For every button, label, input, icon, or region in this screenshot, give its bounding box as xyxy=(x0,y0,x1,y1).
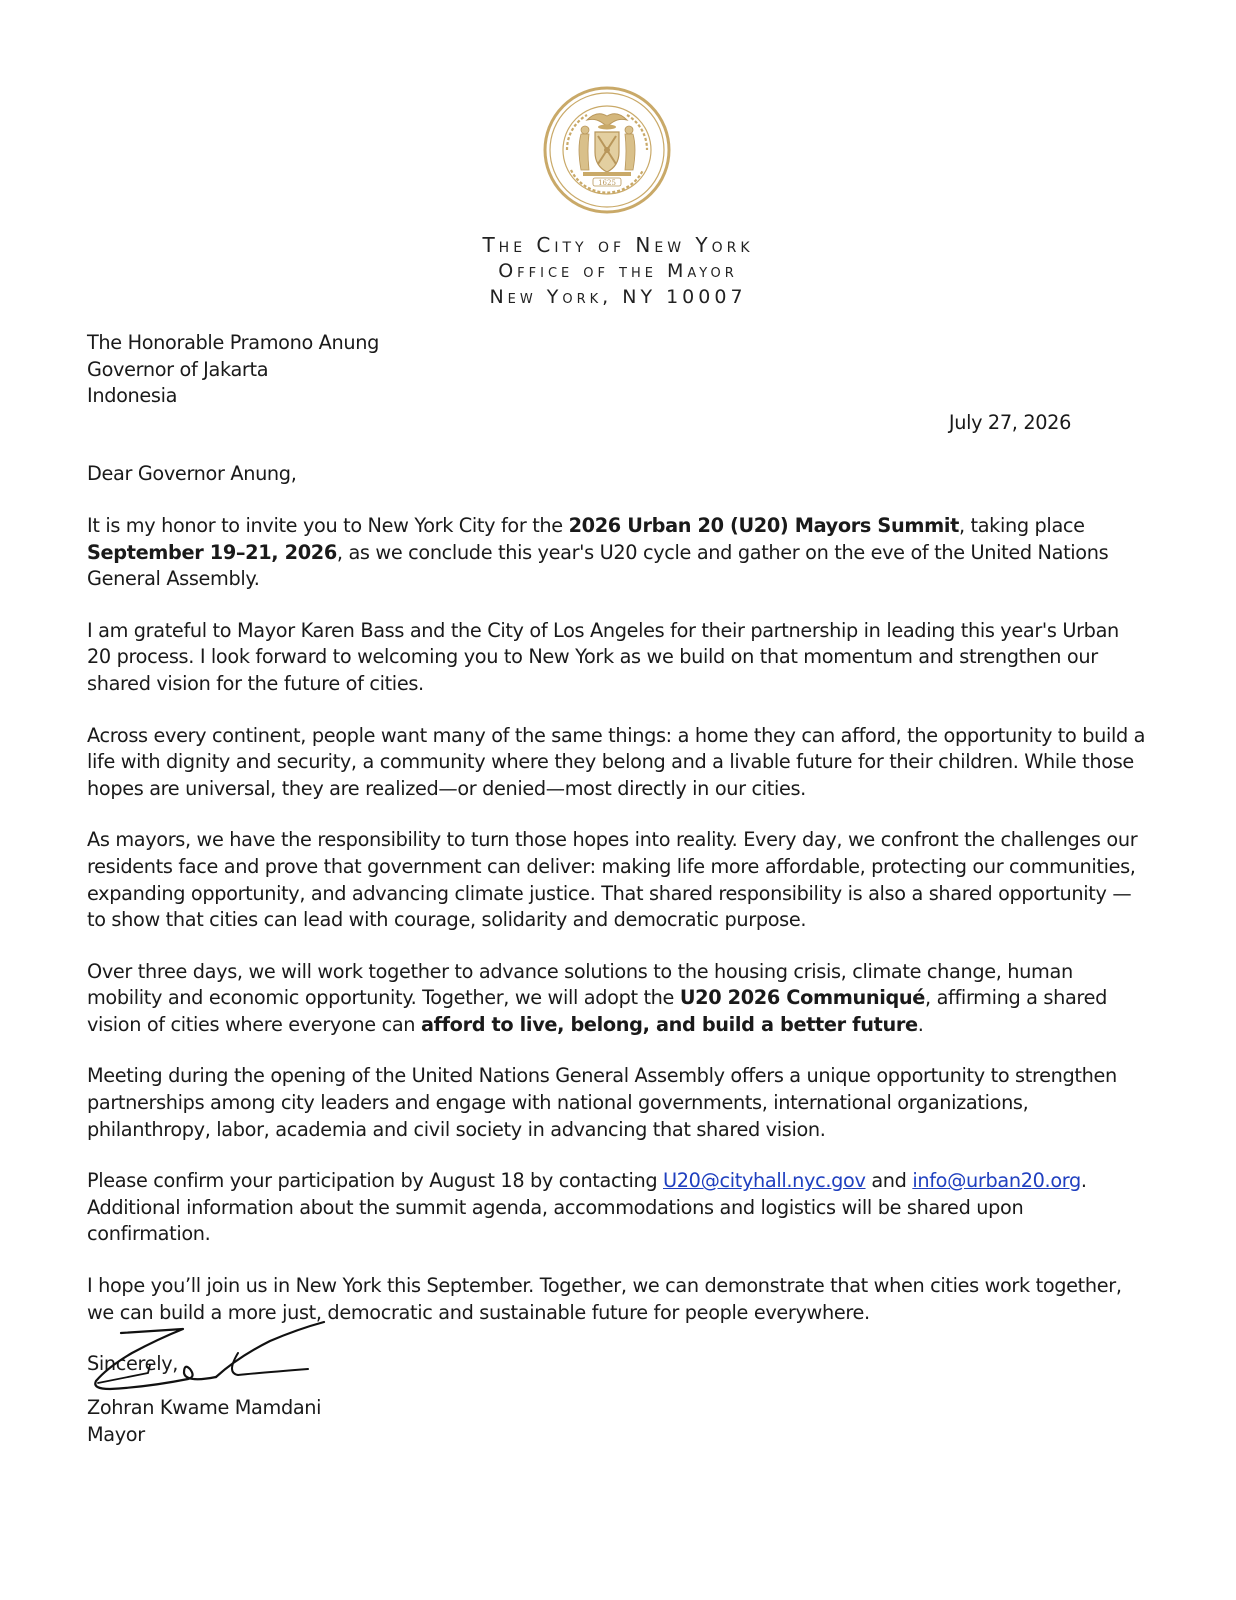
p1-text-e: , as we conclude this year's U20 cycle and gather on the eve of the United Nations General Assembly. xyxy=(87,540,1109,591)
p7-text-b: and xyxy=(865,1169,913,1193)
letterhead-city: The City of New York xyxy=(482,233,754,257)
paragraph-gratitude: I am grateful to Mayor Karen Bass and the City of Los Angeles for their partnership in leading this year's Urban 20 process. I look forward to welcoming you to New York as we build on that momentum and strengthen our shared vision for the future of cities. xyxy=(87,618,1119,695)
paragraph-continents: Across every continent, people want many of the same things: a home they can afford, the opportunity to build a life with dignity and security, a community where they belong and a livable future for their children. While those hopes are universal, they are realized—or denied—most directly in our cities. xyxy=(87,723,1146,800)
signatory-block xyxy=(87,1395,321,1448)
summit-dates: September 19–21, 2026 xyxy=(87,540,337,564)
p7-text-d: Additional information about the summit agenda, accommodations and logistics will be shared upon confirmation. xyxy=(87,1195,1024,1246)
valediction: Sincerely, xyxy=(87,1352,179,1376)
communique-name: U20 2026 Communiqué xyxy=(679,986,926,1010)
email-link-cityhall[interactable]: U20@cityhall.nyc.gov xyxy=(663,1169,866,1193)
p5-text-a: Over three days, we will work together to advance solutions to the housing crisis, climate change, human mobility and economic opportunity. Together, we will adopt the xyxy=(87,959,1073,1010)
recipient-name: The Honorable Pramono Anung xyxy=(87,331,380,354)
summit-name: 2026 Urban 20 (U20) Mayors Summit xyxy=(568,513,959,537)
recipient-title: Governor of Jakarta xyxy=(87,357,269,381)
salutation: Dear Governor Anung, xyxy=(87,462,297,486)
recipient-country: Indonesia xyxy=(87,384,178,408)
letter-body xyxy=(87,330,1147,1378)
p7-text-c: . xyxy=(1080,1169,1087,1193)
paragraph-closing: I hope you’ll join us in New York this September. Together, we can demonstrate that when cities work together, we can build a more just, democratic and sustainable future for people everywhere. xyxy=(87,1274,1122,1324)
p1-text-c: , taking place xyxy=(958,513,1085,537)
p5-text-e: . xyxy=(917,1012,924,1036)
letterhead xyxy=(0,232,1236,310)
paragraph-confirm xyxy=(87,1168,1147,1248)
paragraph-invitation xyxy=(87,513,1147,593)
signature-image xyxy=(88,1317,333,1399)
letterhead-office: Office of the Mayor xyxy=(498,260,738,282)
p7-text-a: Please confirm your participation by August 18 by contacting xyxy=(87,1169,663,1193)
city-seal-logo xyxy=(543,86,671,214)
paragraph-mayors: As mayors, we have the responsibility to turn those hopes into reality. Every day, we confront the challenges our residents face and prove that government can deliver: making life more affordable, protecting our communities, expanding opportunity, and advancing climate justice. That shared responsibility is also a shared opportunity — to show that cities can lead with courage, solidarity and democratic purpose. xyxy=(87,828,1138,932)
svg-text:1625: 1625 xyxy=(598,179,616,187)
p5-text-c: , affirming a shared vision of cities where everyone can xyxy=(87,986,1107,1036)
paragraph-three-days xyxy=(87,959,1147,1039)
signatory-name: Zohran Kwame Mamdani xyxy=(87,1396,322,1419)
p1-text-a: It is my honor to invite you to New York City for the xyxy=(87,513,569,537)
letterhead-address: New York, NY 10007 xyxy=(489,286,747,308)
vision-phrase: afford to live, belong, and build a better future xyxy=(420,1012,918,1036)
letter-date: July 27, 2026 xyxy=(948,410,1071,434)
email-link-urban20[interactable]: info@urban20.org xyxy=(912,1169,1081,1193)
paragraph-unga: Meeting during the opening of the United Nations General Assembly offers a unique opportunity to strengthen partnerships among city leaders and engage with national governments, international organizations, philanthropy, labor, academia and civil society in advancing that shared vision. xyxy=(87,1064,1117,1141)
signatory-title: Mayor xyxy=(87,1422,145,1446)
